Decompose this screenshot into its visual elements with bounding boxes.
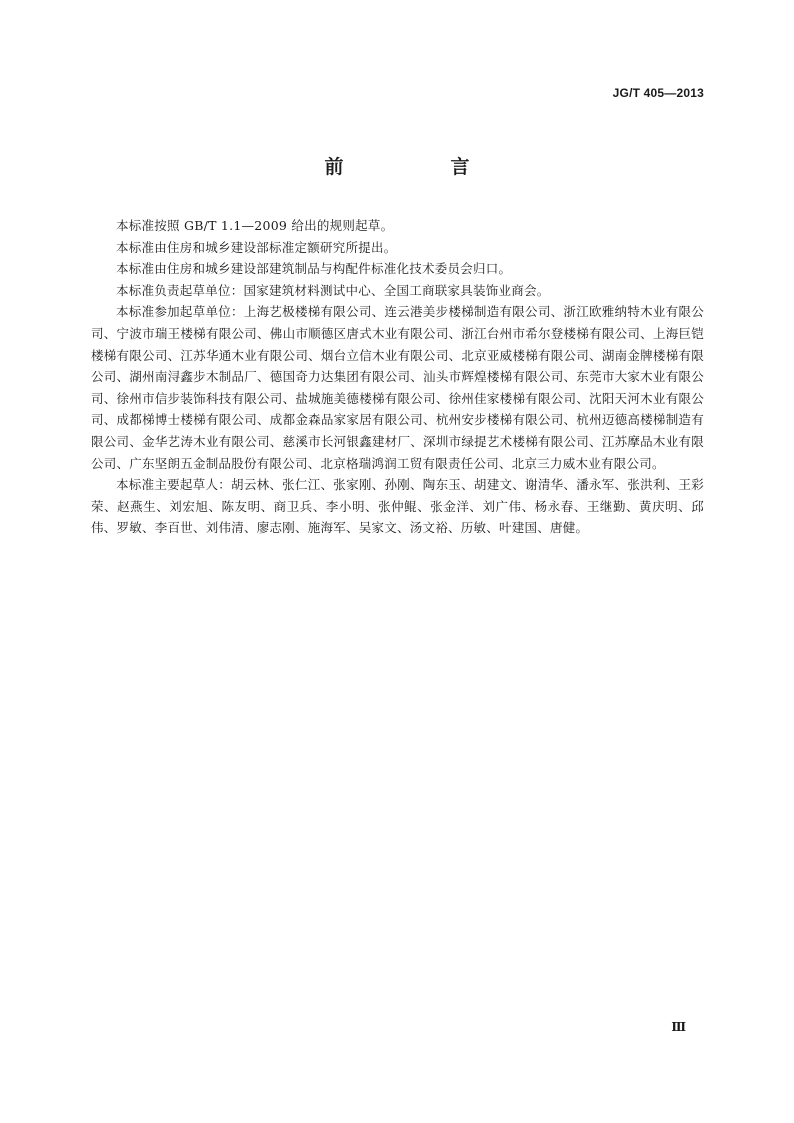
page-title: 前 言 (324, 156, 514, 178)
paragraph-main-drafters: 本标准主要起草人：胡云林、张仁江、张家刚、孙刚、陶东玉、胡建文、谢清华、潘永军、张洪利、王彩荣、赵燕生、刘宏旭、陈友明、商卫兵、李小明、张仲鲲、张金洋、刘广伟、杨永春、王继勤、黄庆明、邱伟、罗敏、李百世、刘伟清、廖志刚、施海军、吴家文、汤文裕、历敏、叶建国、唐健。 (91, 477, 704, 536)
paragraph-participating-drafters: 本标准参加起草单位：上海艺极楼梯有限公司、连云港美步楼梯制造有限公司、浙江欧雅纳特木业有限公司、宁波市瑞王楼梯有限公司、佛山市顺德区唐式木业有限公司、浙江台州市希尔登楼梯有限公司、上海巨铠楼梯有限公司、江苏华通木业有限公司、烟台立信木业有限公司、北京亚威楼梯有限公司、湖南金牌楼梯有限公司、湖州南浔鑫步木制品厂、德国奇力达集团有限公司、汕头市辉煌楼梯有限公司、东莞市大家木业有限公司、徐州市信步装饰科技有限公司、盐城施美德楼梯有限公司、徐州佳家楼梯有限公司、沈阳天河木业有限公司、成都梯博士楼梯有限公司、成都金森品家家居有限公司、杭州安步楼梯有限公司、杭州迈德高楼梯制造有限公司、金华艺涛木业有限公司、慈溪市长河银鑫建材厂、深圳市绿提艺术楼梯有限公司、江苏摩品木业有限公司、广东坚朗五金制品股份有限公司、北京格瑞鸿润工贸有限责任公司、北京三力威木业有限公司。 (91, 304, 704, 471)
paragraph-administrator: 本标准由住房和城乡建设部建筑制品与构配件标准化技术委员会归口。 (116, 261, 512, 277)
foreword-body (91, 215, 704, 539)
paragraph-proposer: 本标准由住房和城乡建设部标准定额研究所提出。 (116, 239, 397, 255)
page-number: Ⅲ (671, 1020, 686, 1034)
paragraph-drafting-rules: 本标准按照 GB/T 1.1—2009 给出的规则起草。 (116, 218, 394, 233)
paragraph-lead-drafters: 本标准负责起草单位：国家建筑材料测试中心、全国工商联家具装饰业商会。 (116, 282, 550, 298)
standard-code: JG/T 405—2013 (612, 86, 704, 100)
